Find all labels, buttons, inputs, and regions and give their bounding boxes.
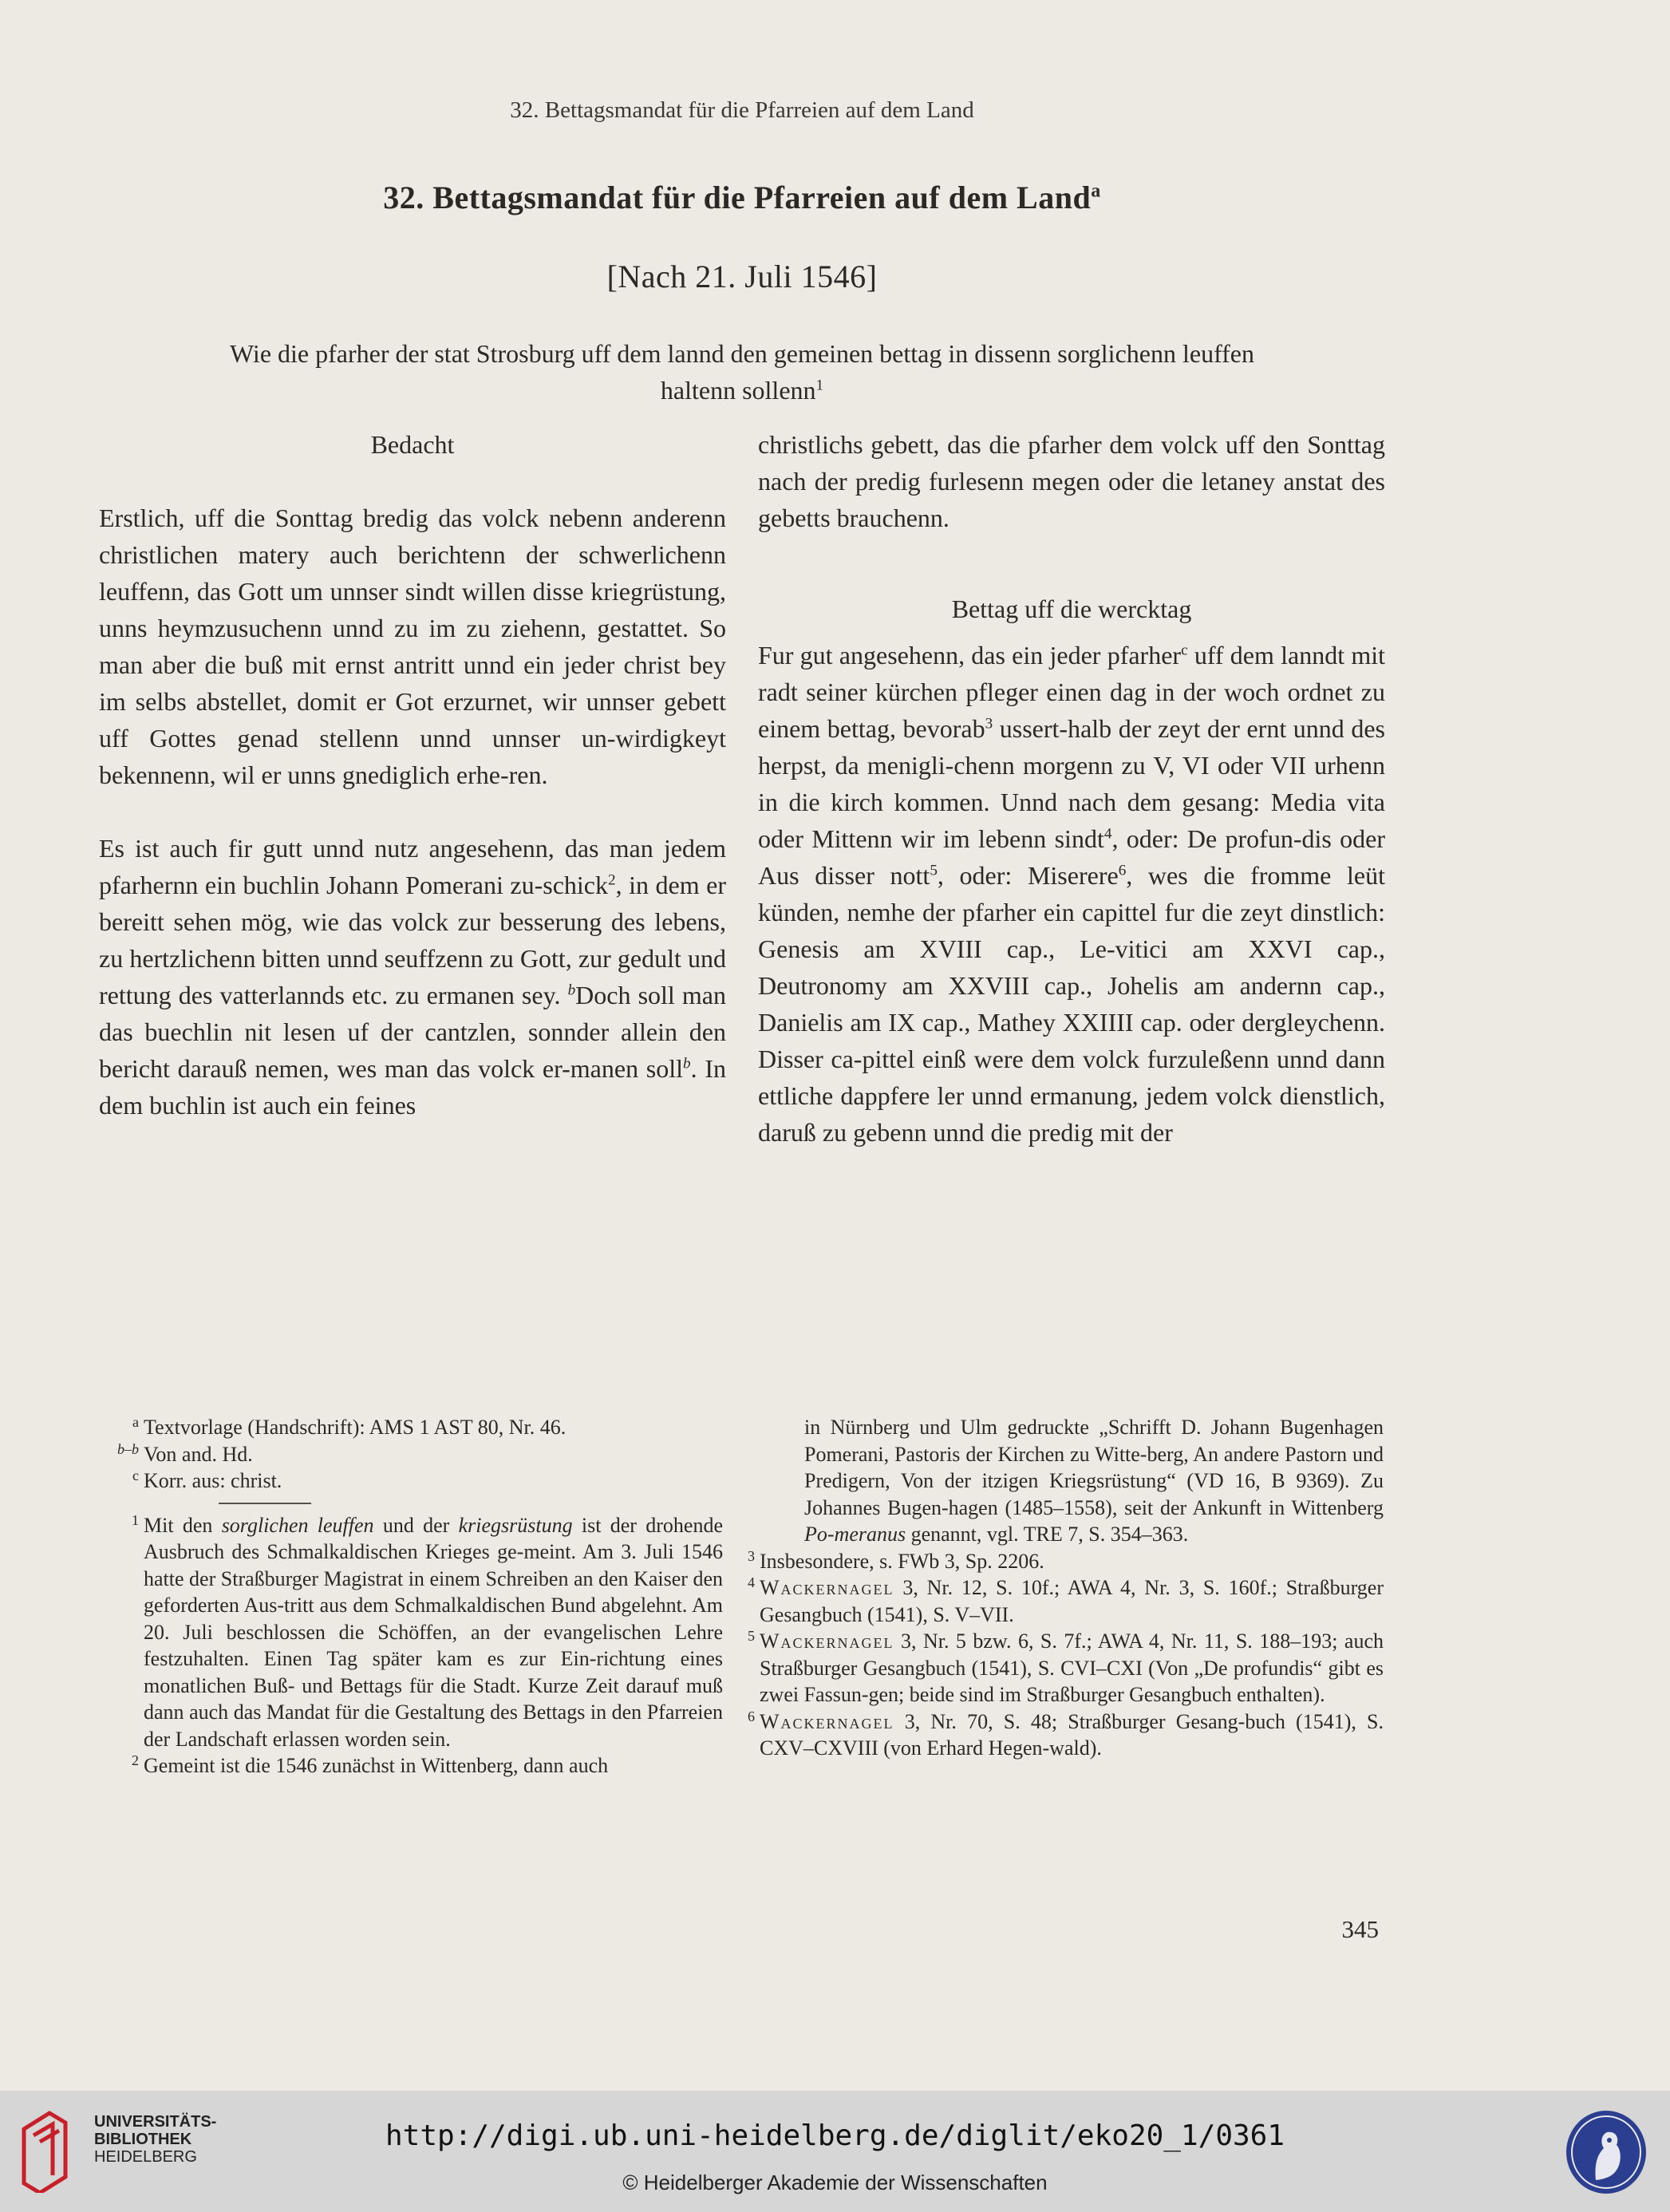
footnote-mark: 4 xyxy=(748,1574,755,1590)
text-run: , in dem er bereitt sehen mög, wie das volck zur besserung des lebens, zu hertzlichenn bitten unnd seuffzenn zu Gott, zur gedult und rettung des vatterlannds etc. zu ermanen sey. xyxy=(99,871,727,1009)
footnote xyxy=(715,1628,1384,1708)
footnote-ref: 4 xyxy=(1103,825,1112,843)
textnote xyxy=(99,1414,723,1441)
text-run-italic: kriegsrüstung xyxy=(458,1513,573,1537)
author-name: Wackernagel xyxy=(760,1576,894,1599)
footnote xyxy=(715,1548,1384,1575)
author-name: Wackernagel xyxy=(760,1709,894,1733)
academy-seal-icon xyxy=(1564,2108,1648,2196)
text-run: Mit den xyxy=(144,1513,222,1537)
footnote xyxy=(715,1574,1384,1628)
text-run: ussert-halb der zeyt der ernt unnd des herpst, da menigli-chenn morgenn zu V, VI oder VII urhenn in die kirch kommen. Unnd nach dem gesang: Media vita oder Mittenn wir im lebenn sindt xyxy=(758,714,1386,853)
right-column xyxy=(758,426,1385,1151)
text-run: , oder: Miserere xyxy=(937,861,1119,890)
text-run: , wes die fromme leüt künden, nemhe der pfarher ein capittel fur die zeyt dinstlich: Genesis am XVIII cap., Le-vitici am XXVI cap., Deutronomy am XXVIII cap., Johelis am andernn cap., Danielis am IX cap., Mathey XXIIII cap. oder dergleychenn. Disser ca-pittel einß were dem volck furzuleßenn unnd dann ettliche dappfere ler unnd ermanung, jedem volck dienstlich, daruß zu gebenn unnd die predig mit der xyxy=(758,861,1386,1147)
page-number: 345 xyxy=(1341,1915,1379,1943)
copyright-notice: © Heidelberger Akademie der Wissenschaften xyxy=(622,2171,1048,2194)
subtitle-footnote-mark: 1 xyxy=(815,377,824,394)
text-run: uff dem lanndt mit radt seiner kürchen pfleger einen dag in der woch ordnet zu einem bettag, bevorab xyxy=(758,641,1386,743)
footnote-ref: 5 xyxy=(930,862,938,879)
footnote-continuation xyxy=(760,1414,1384,1548)
text-run: in Nürnberg und Ulm gedruckte „Schrifft D. Johann Bugenhagen Pomerani, Pastoris der Kirchen zu Witte-berg, An andere Pastorn und Predigern, Von der itzigen Kriegsrüstung“ (VD 16, B 9369). Zu Johannes Bugen-hagen (1485–1558), seit der Ankunft in Wittenberg xyxy=(804,1416,1384,1519)
text-run: . In dem buchlin ist auch ein feines xyxy=(99,1054,727,1120)
footnote-ref: b xyxy=(567,982,576,999)
textnote-text: Von and. Hd. xyxy=(144,1442,253,1466)
footnotes-left xyxy=(99,1414,723,1779)
running-head: 32. Bettagsmandat für die Pfarreien auf dem Land xyxy=(510,97,974,123)
footnotes-right xyxy=(748,1414,1384,1762)
textnote xyxy=(99,1467,723,1495)
viewer-footer xyxy=(0,2091,1670,2212)
document-title xyxy=(0,179,1484,216)
permalink-url[interactable]: http://digi.ub.uni-heidelberg.de/diglit/eko20_1/0361 xyxy=(385,2119,1285,2152)
footnote-ref: 6 xyxy=(1118,862,1127,879)
textnote-text: Korr. aus: christ. xyxy=(144,1469,282,1492)
paragraph: Erstlich, uff die Sonttag bredig das volck nebenn anderenn christlichen matery auch berichtenn der schwerlichenn leuffenn, das Gott um unnser sindt willen disse kriegrüstung, unns heymzusuchenn unnd zu im zu ziehenn, gestattet. So man aber die buß mit ernst antritt unnd ein jeder christ bey im selbs abstellet, domit er Got erzurnet, wir unnser gebett uff Gottes genad stellenn unnd unnser un-wirdigkeyt bekennenn, wil er unns gnediglich erhe-ren. xyxy=(99,504,726,789)
library-name-line: BIBLIOTHEK xyxy=(94,2131,192,2148)
footnote-ref: c xyxy=(1181,642,1188,659)
text-run: 3, Nr. 12, S. 10f.; AWA 4, Nr. 3, S. 160f.; Straßburger Gesangbuch (1541), S. V–VII. xyxy=(760,1576,1384,1626)
footnote-mark: 6 xyxy=(748,1708,755,1724)
text-run: Fur gut angesehenn, das ein jeder pfarher xyxy=(758,641,1182,670)
footnote-ref: b xyxy=(683,1055,691,1072)
paragraph xyxy=(758,637,1385,1151)
paragraph: christlichs gebett, das die pfarher dem volck uff den Sonttag nach der predig furlesenn megen oder die letaney anstat des gebetts brauchenn. xyxy=(758,430,1385,532)
paragraph xyxy=(99,830,726,1124)
document-date: [Nach 21. Juli 1546] xyxy=(606,259,878,294)
text-run: genannt, vgl. TRE 7, S. 354–363. xyxy=(906,1523,1189,1546)
text-run: 3, Nr. 5 bzw. 6, S. 7f.; AWA 4, Nr. 11, S. 188–193; auch Straßburger Gesangbuch (1541), S. CVI–CXI (Von „De profundis“ gibt es zwei Fassun-gen; beide sind im Straßburger Gesangbuch enthalten). xyxy=(760,1629,1384,1706)
subtitle-text: Wie die pfarher der stat Strosburg uff dem lannd den gemeinen bettag in dissenn sorglichenn leuffen haltenn sollenn xyxy=(230,339,1254,405)
document-subtitle xyxy=(191,335,1293,409)
library-name-line: HEIDELBERG xyxy=(94,2148,197,2166)
text-run: Gemeint ist die 1546 zunächst in Wittenberg, dann auch xyxy=(144,1754,609,1777)
text-run-italic: Po-meranus xyxy=(804,1523,906,1546)
footnote xyxy=(99,1752,723,1779)
text-run-italic: sorglichen leuffen xyxy=(221,1513,374,1537)
text-run: , oder: De profun-dis oder Aus disser nott xyxy=(758,824,1386,890)
text-run: Es ist auch fir gutt unnd nutz angesehenn, das man jedem pfarhernn ein buchlin Johann Pomerani zu-schick xyxy=(99,834,726,899)
text-run: ist der drohende Ausbruch des Schmalkaldischen Krieges ge-meint. Am 3. Juli 1546 hatte der Straßburger Magistrat in einem Schreiben an den Kaiser den geforderten Aus-tritt aus dem Schmalkaldischen Bund abgelehnt. Am 20. Juli beschlossen die Schöffen, an der evangelischen Lehre festzuhalten. Einen Tag später kam es zur Ein-richtung eines monatlichen Buß- und Bettags für die Stadt. Kurze Zeit darauf muß dann auch das Mandat für die Gestaltung des Bettags in den Pfarreien der Landschaft erlassen worden sein. xyxy=(144,1513,723,1751)
text-run: 3, Nr. 70, S. 48; Straßburger Gesang-buch (1541), S. CXV–CXVIII (von Erhard Hegen-wald). xyxy=(760,1709,1384,1760)
section-heading-bedacht: Bedacht xyxy=(370,430,455,459)
footnote-ref: 3 xyxy=(985,715,993,733)
title-footnote-mark: a xyxy=(1091,180,1101,202)
text-run: und der xyxy=(373,1513,459,1537)
author-name: Wackernagel xyxy=(760,1629,894,1653)
footnote-mark: 1 xyxy=(132,1511,139,1528)
textnote xyxy=(99,1441,723,1468)
footnote xyxy=(99,1512,723,1753)
textnote-mark: a xyxy=(132,1414,139,1430)
footnote-ref: 2 xyxy=(608,871,616,889)
text-run: Insbesondere, s. FWb 3, Sp. 2206. xyxy=(760,1549,1044,1573)
footnote-divider xyxy=(219,1503,311,1504)
footnote-mark: 5 xyxy=(748,1628,755,1644)
footnote-mark: 2 xyxy=(132,1752,139,1768)
footnote xyxy=(715,1708,1384,1762)
title-text: 32. Bettagsmandat für die Pfarreien auf dem Land xyxy=(383,180,1092,215)
library-name-line: UNIVERSITÄTS- xyxy=(94,2113,217,2131)
textnote-mark: c xyxy=(132,1467,139,1483)
textnote-mark: b–b xyxy=(117,1440,139,1457)
text-run: Doch soll man das buechlin nit lesen uf der cantzlen, sonnder allein den bericht darauß nemen, wes man das volck er-manen soll xyxy=(99,981,726,1083)
textnote-text: Textvorlage (Handschrift): AMS 1 AST 80, Nr. 46. xyxy=(144,1416,567,1439)
section-heading-bettag: Bettag uff die wercktag xyxy=(951,594,1192,623)
left-column xyxy=(99,426,726,1124)
footnote-mark: 3 xyxy=(748,1547,755,1564)
